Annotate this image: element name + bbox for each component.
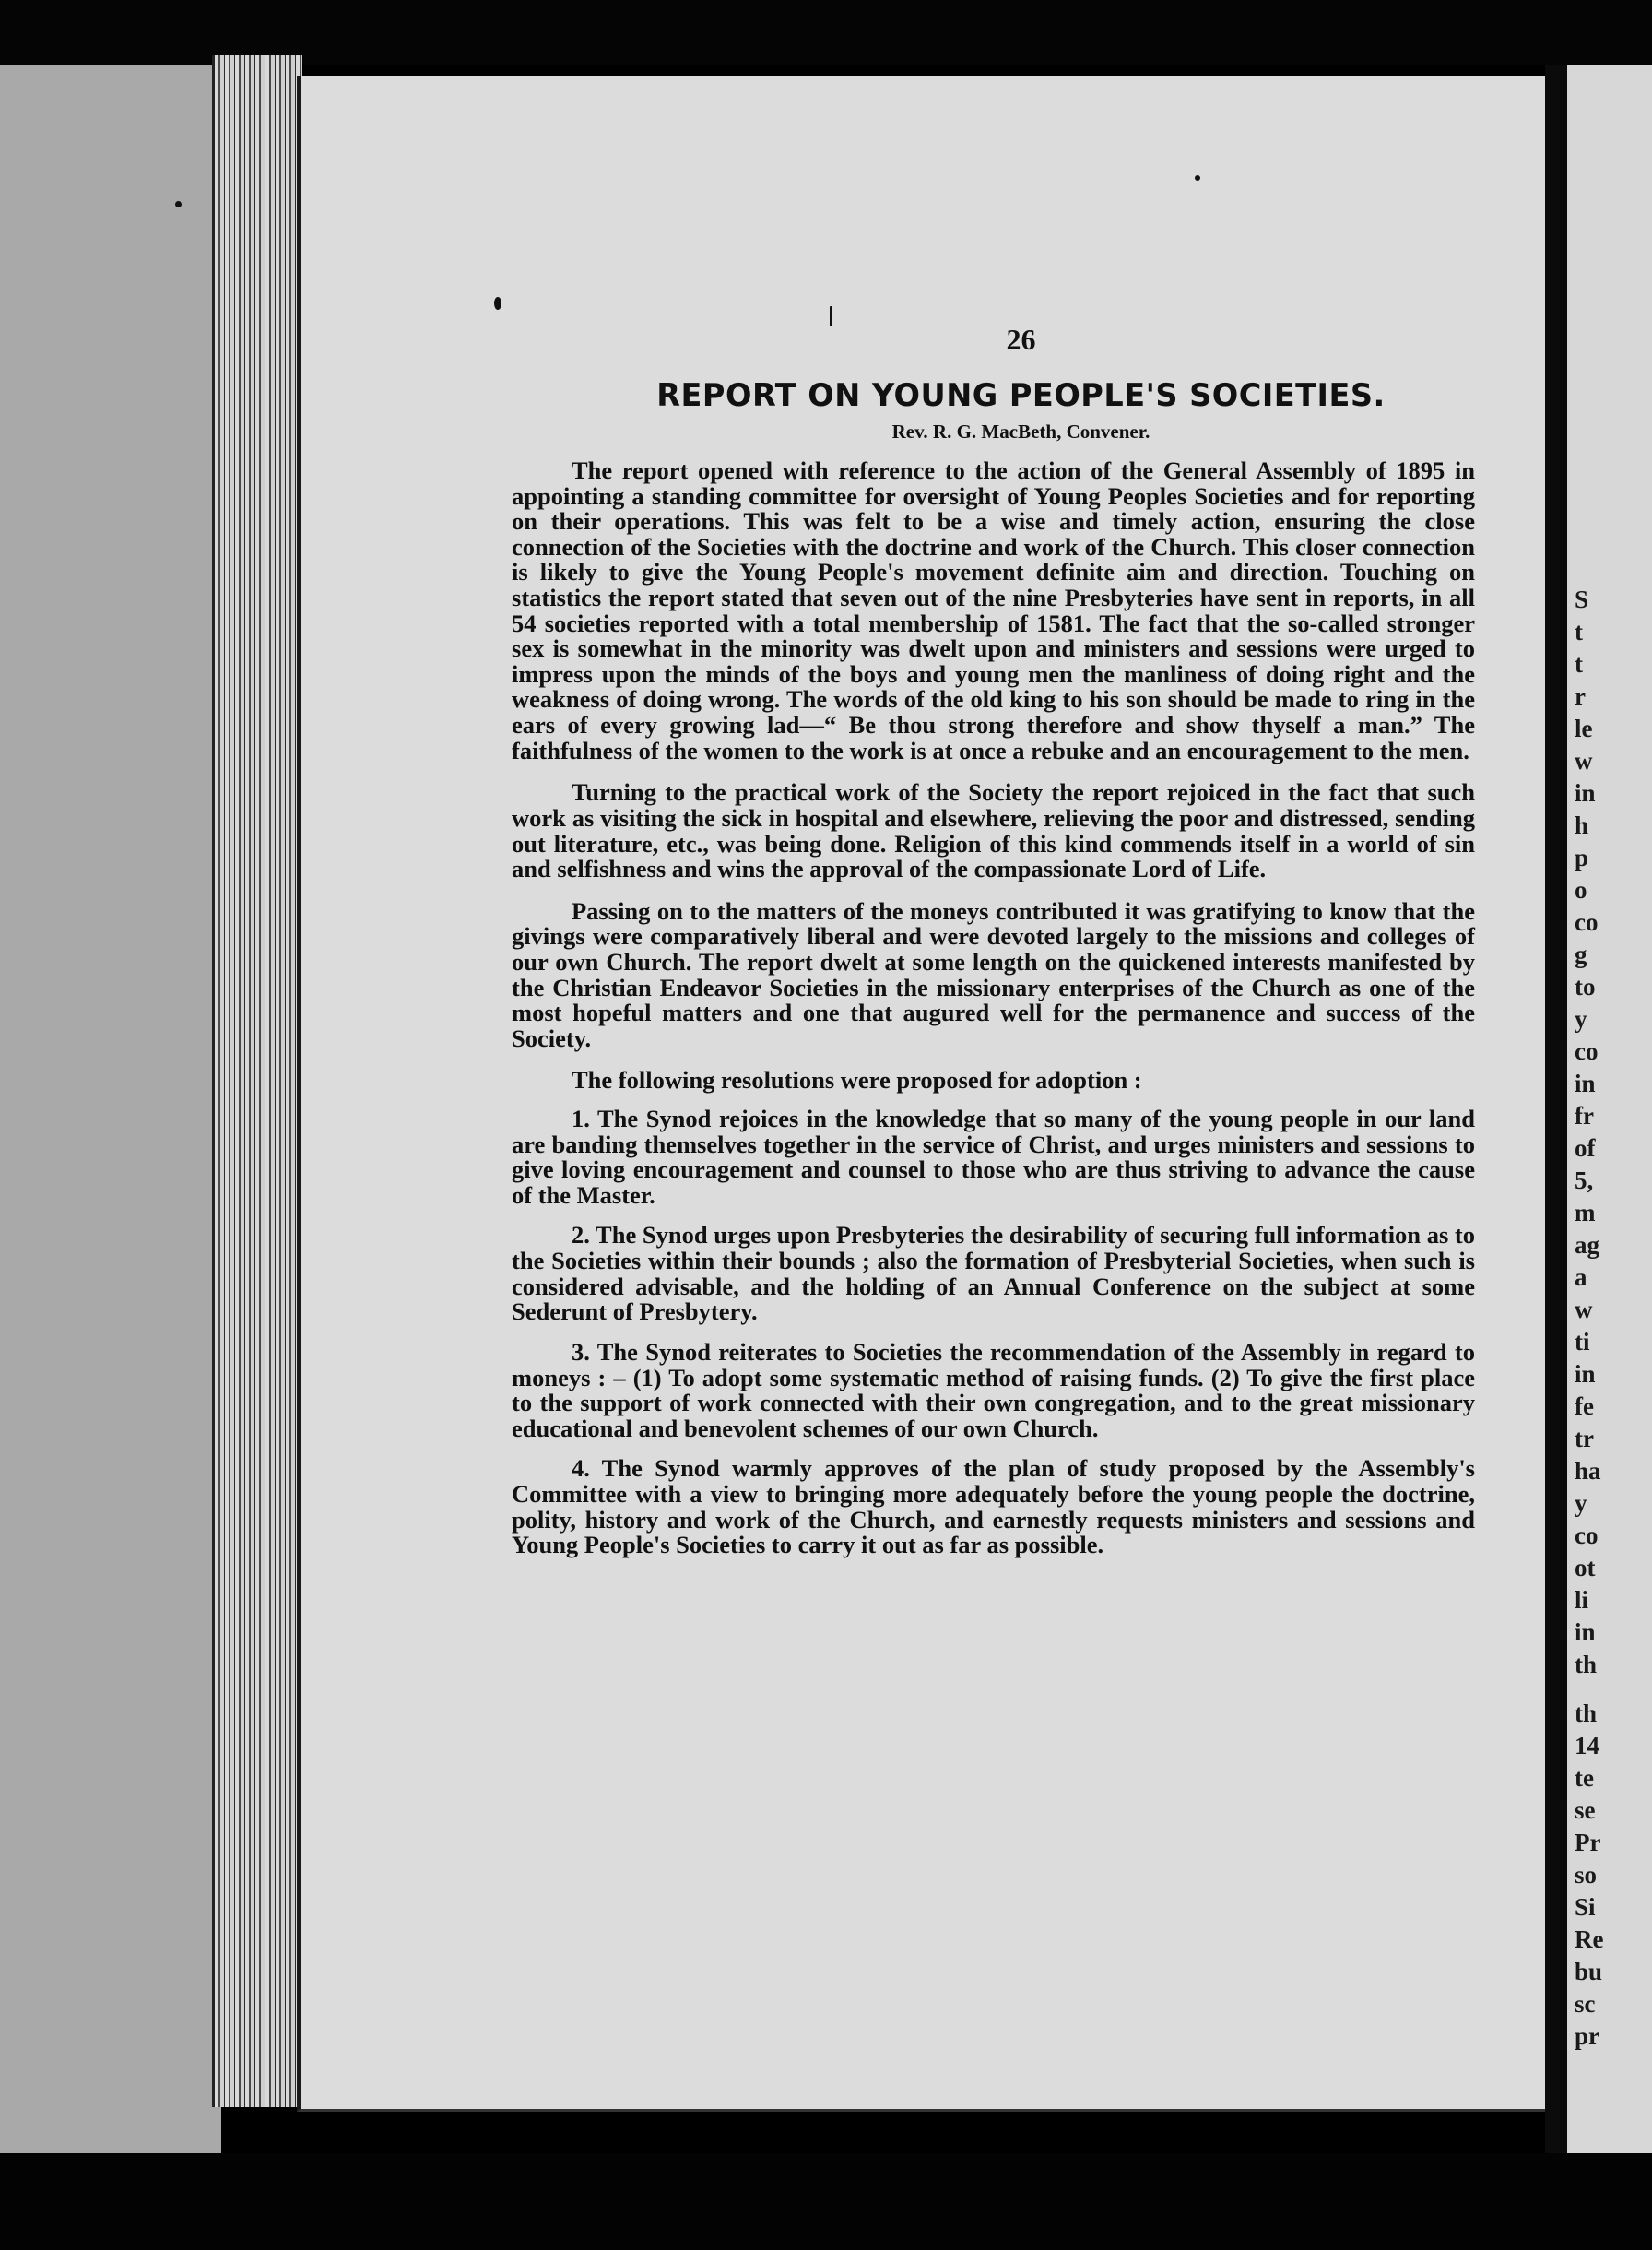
facing-fragment: S (1575, 586, 1589, 613)
facing-fragment: so (1575, 1861, 1598, 1889)
facing-fragment: p (1575, 844, 1589, 871)
facing-fragment: bu (1575, 1958, 1603, 1985)
book-gutter (1545, 65, 1567, 2153)
facing-fragment: le (1575, 715, 1593, 742)
facing-fragment: m (1575, 1199, 1596, 1226)
facing-fragment: fr (1575, 1102, 1594, 1130)
facing-fragment: Re (1575, 1925, 1604, 1953)
facing-fragment: fe (1575, 1392, 1594, 1420)
facing-fragment: sc (1575, 1990, 1596, 2018)
facing-fragment: g (1575, 941, 1587, 968)
facing-fragment: se (1575, 1796, 1596, 1824)
facing-fragment: th (1575, 1699, 1598, 1727)
facing-fragment: tr (1575, 1425, 1594, 1452)
book-page-edges (212, 55, 302, 2107)
facing-fragment: y (1575, 1489, 1587, 1517)
facing-fragment: o (1575, 876, 1587, 904)
byline: Rev. R. G. MacBeth, Convener. (891, 420, 1150, 443)
facing-fragment: r (1575, 682, 1586, 710)
scan-border-bottom (0, 2153, 1652, 2250)
facing-fragment: li (1575, 1586, 1589, 1614)
facing-fragment: a (1575, 1263, 1587, 1291)
paragraph: Passing on to the matters of the moneys contributed it was gratifying to know that the givings were comparatively liberal and were devoted largely to the missions and colleges of our own Church. The report dwelt at some length on the quickened interests manifested by the Christian Endeavor Societies in the missionary enterprises of the Church as one of the most hopeful matters and one that augured well for the permanence and success of the Society. (512, 896, 1475, 1052)
facing-fragment: in (1575, 1618, 1596, 1646)
facing-fragment: ag (1575, 1231, 1599, 1259)
document-content (512, 323, 1475, 1573)
facing-fragment: ot (1575, 1554, 1596, 1581)
resolution-item: 3. The Synod reiterates to Societies the recommendation of the Assembly in regard to moneys : – (1) To adopt some systematic method of raising funds. (2) To give the first place to the support of work connected with their own congregation, and to the great missionary educational and benevolent schemes of our own Church. (512, 1337, 1475, 1442)
facing-fragment: 14 (1575, 1732, 1599, 1759)
facing-fragment: of (1575, 1134, 1596, 1162)
scan-margin-left (0, 65, 221, 2153)
facing-fragment: to (1575, 973, 1596, 1001)
facing-fragment: co (1575, 908, 1599, 936)
facing-fragment: in (1575, 1360, 1596, 1388)
facing-fragment: co (1575, 1522, 1599, 1549)
scan-speck (175, 201, 182, 207)
paragraph: Turning to the practical work of the Society the report rejoiced in the fact that such work as visiting the sick in hospital and elsewhere, relieving the poor and distressed, sending out literature, etc., was being done. Religion of this kind commends itself in a world of sin and selfishness and wins the approval of the compassionate Lord of Life. (512, 778, 1475, 883)
scan-speck (1195, 175, 1200, 181)
facing-fragment: y (1575, 1005, 1587, 1033)
facing-fragment: co (1575, 1037, 1599, 1065)
resolution-item: 1. The Synod rejoices in the knowledge that so many of the young people in our land are banding themselves together in the service of Christ, and urges ministers and sessions to give loving encouragement and counsel to those who are thus striving to advance the cause of the Master. (512, 1105, 1475, 1209)
facing-fragment: ha (1575, 1457, 1601, 1485)
resolution-item: 2. The Synod urges upon Presbyteries the desirability of securing full information as to the Societies within their bounds ; also the formation of Presbyterial Societies, when such is considered advisable, and the holding of an Annual Conference on the subject at some Sederunt of Presbytery. (512, 1221, 1475, 1326)
resolutions-intro: The following resolutions were proposed for adoption : (572, 1066, 1142, 1095)
facing-fragment: t (1575, 650, 1583, 678)
facing-fragment: Si (1575, 1893, 1596, 1921)
facing-fragment: in (1575, 1070, 1596, 1097)
facing-fragment: Pr (1575, 1829, 1601, 1856)
scan-speck (494, 297, 502, 310)
facing-fragment: t (1575, 618, 1583, 645)
facing-fragment: w (1575, 1296, 1593, 1323)
page-number: 26 (1006, 323, 1036, 356)
page-title: REPORT ON YOUNG PEOPLE'S SOCIETIES. (656, 377, 1386, 413)
paragraph: The report opened with reference to the action of the General Assembly of 1895 in appointing a standing committee for oversight of Young Peoples Societies and for reporting on their operations. This was felt to be a wise and timely action, ensuring the close connection of the Societies with the doctrine and work of the Church. This closer connection is likely to give the Young People's movement definite aim and direction. Touching on statistics the report stated that seven out of the nine Presbyteries have sent in reports, in all 54 societies reported with a total membership of 1581. The fact that the so-called stronger sex is somewhat in the minority was dwelt upon and ministers and sessions were urged to impress upon the minds of the boys and young men the manliness of doing right and the weakness of doing wrong. The words of the old king to his son should be made to ring in the ears of every growing lad—“ Be thou strong therefore and show thyself a man.” The faithfulness of the women to the work is at once a rebuke and an encouragement to the men. (512, 456, 1475, 764)
facing-fragment: w (1575, 747, 1593, 775)
facing-fragment: 5, (1575, 1166, 1594, 1194)
facing-fragment: ti (1575, 1328, 1590, 1356)
facing-fragment: th (1575, 1651, 1598, 1678)
facing-fragment: pr (1575, 2022, 1599, 2050)
facing-fragment: te (1575, 1764, 1594, 1792)
facing-page (1567, 65, 1652, 2153)
facing-fragment: h (1575, 811, 1589, 839)
facing-fragment: in (1575, 779, 1596, 807)
resolution-item: 4. The Synod warmly approves of the plan of study proposed by the Assembly's Committee with a view to bringing more adequately before the young people the doctrine, polity, history and work of the Church, and earnestly requests ministers and sessions and Young People's Societies to carry it out as far as possible. (512, 1454, 1475, 1559)
